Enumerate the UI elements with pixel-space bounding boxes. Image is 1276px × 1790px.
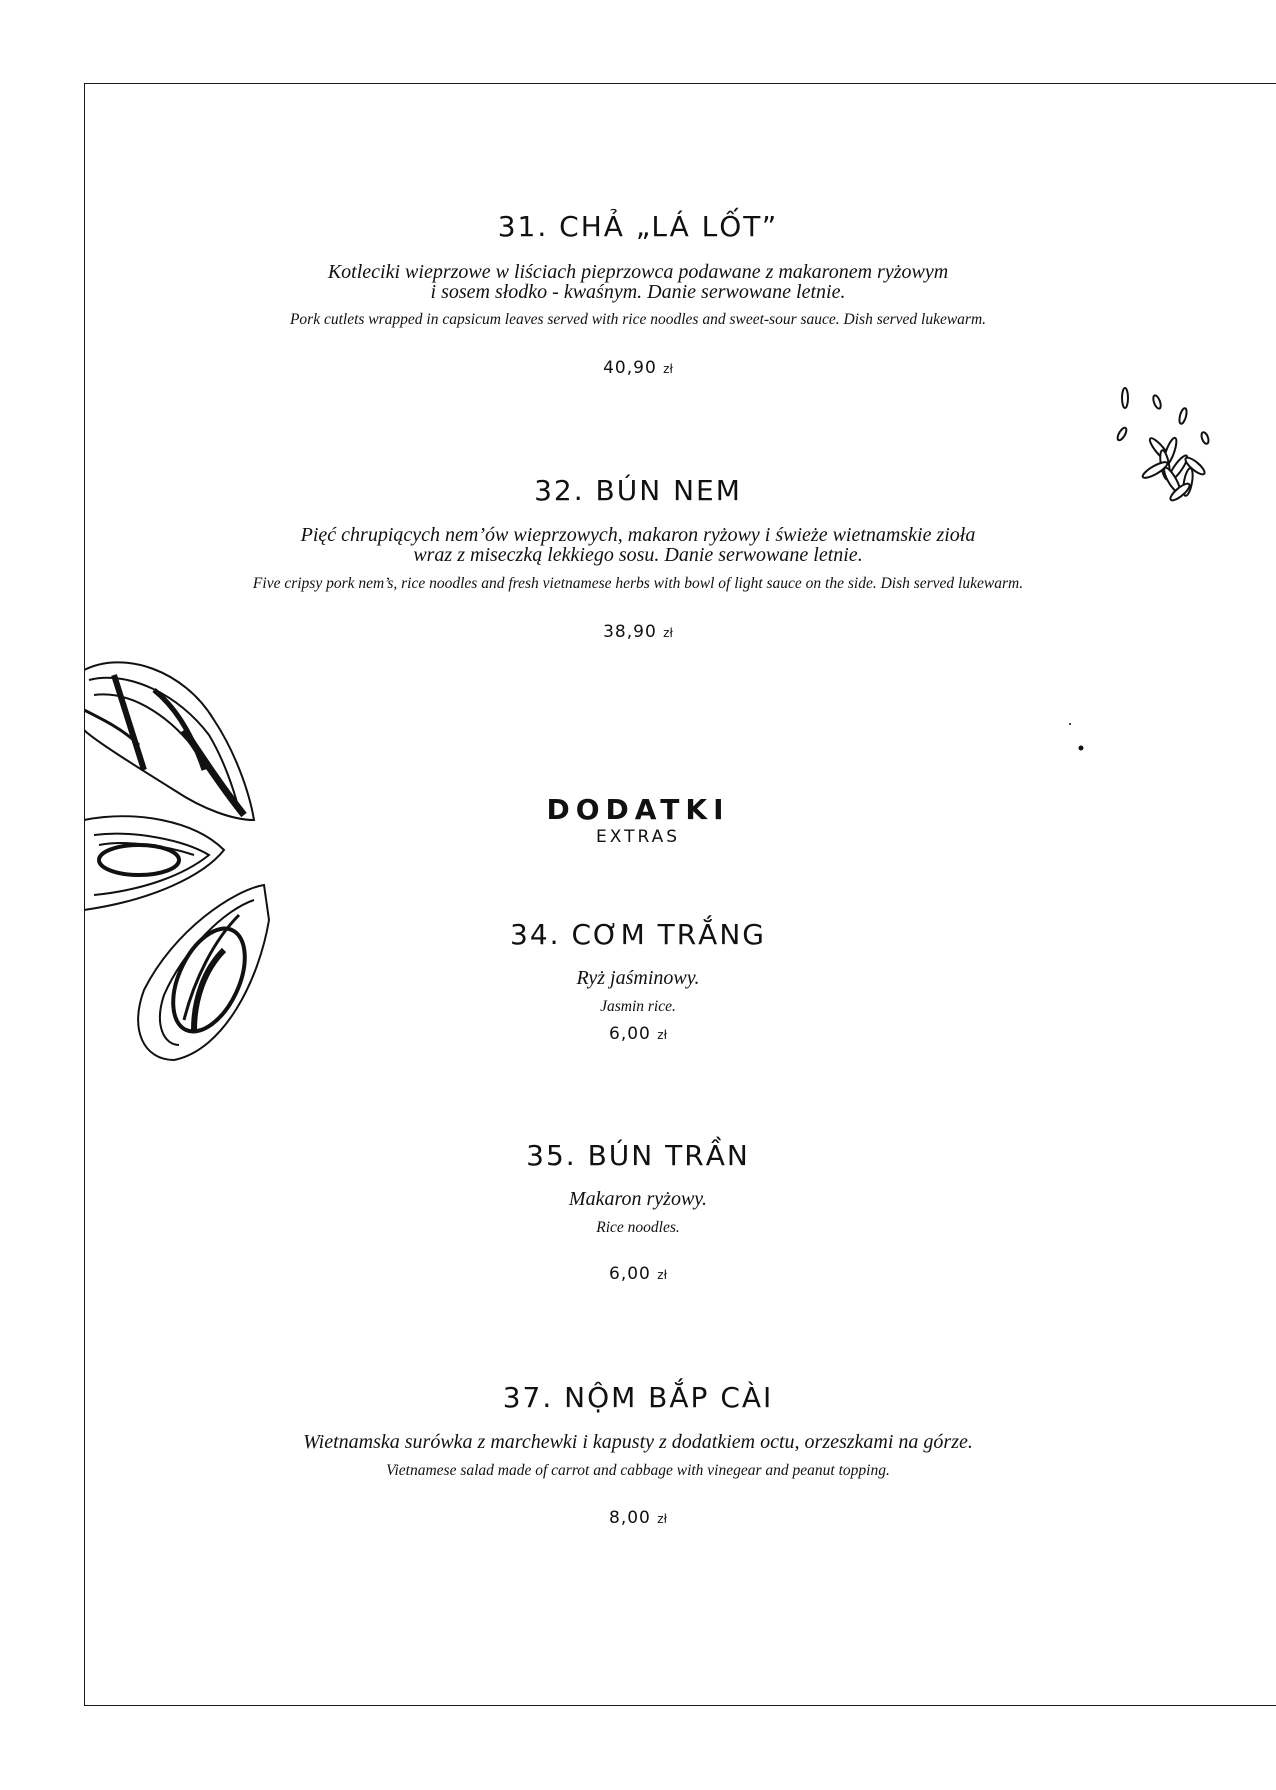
item-description-pl-line2: wraz z miseczką lekkiego sosu. Danie serwowane letnie. xyxy=(413,544,863,566)
item-description-pl-line1: Kotleciki wieprzowe w liściach pieprzowca podawane z makaronem ryżowym xyxy=(327,261,949,283)
item-description-en: Pork cutlets wrapped in capsicum leaves served with rice noodles and sweet-sour sauce. Dish served lukewarm. xyxy=(289,311,987,328)
extra-title: 35. BÚN TRẦN xyxy=(526,1139,750,1172)
item-title: 32. BÚN NEM xyxy=(534,474,742,507)
item-price: 40,90 zł xyxy=(603,358,673,378)
item-description-pl-line2: i sosem słodko - kwaśnym. Danie serwowane letnie. xyxy=(430,281,846,303)
menu-item-31 xyxy=(84,210,1192,243)
extra-description-en: Jasmin rice. xyxy=(600,998,676,1015)
mussels-illustration xyxy=(84,650,274,1070)
extra-price: 8,00 zł xyxy=(609,1508,667,1528)
extra-price: 6,00 zł xyxy=(609,1024,667,1044)
section-title: DODATKI xyxy=(546,793,730,826)
item-description-en: Five cripsy pork nem’s, rice noodles and fresh vietnamese herbs with bowl of light sauce on the side. Dish served lukewarm. xyxy=(252,575,1024,592)
section-subtitle: EXTRAS xyxy=(595,827,681,847)
decorative-dots xyxy=(1065,720,1085,755)
extra-description-pl: Wietnamska surówka z marchewki i kapusty z dodatkiem octu, orzeszkami na górze. xyxy=(303,1431,973,1453)
extra-title: 37. NỘM BẮP CÀI xyxy=(502,1381,774,1414)
item-title: 31. CHẢ „LÁ LỐT” xyxy=(497,210,779,243)
extra-price: 6,00 zł xyxy=(609,1264,667,1284)
item-description-pl-line1: Pięć chrupiących nem’ów wieprzowych, makaron ryżowy i świeże wietnamskie zioła xyxy=(300,524,976,546)
rice-grains-illustration xyxy=(1110,380,1210,510)
item-price: 38,90 zł xyxy=(603,622,673,642)
item-description-pl xyxy=(84,262,1192,302)
extra-description-pl: Ryż jaśminowy. xyxy=(576,967,700,989)
menu-item-32 xyxy=(84,474,1192,507)
extra-description-en: Vietnamese salad made of carrot and cabbage with vinegear and peanut topping. xyxy=(386,1462,890,1479)
extra-description-pl: Makaron ryżowy. xyxy=(568,1188,708,1210)
extra-description-en: Rice noodles. xyxy=(596,1219,680,1236)
extra-title: 34. CƠM TRẮNG xyxy=(510,918,766,951)
item-description-pl xyxy=(84,525,1192,565)
